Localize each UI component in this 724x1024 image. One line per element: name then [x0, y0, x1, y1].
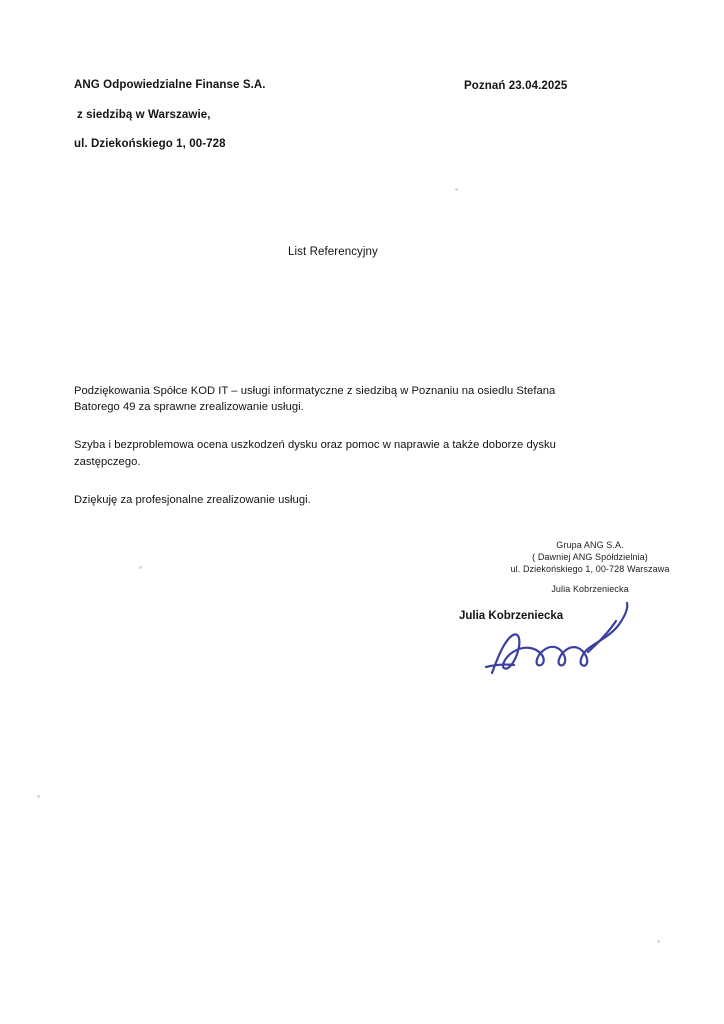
body-paragraph-3: Dziękuję za profesjonalne zrealizowanie usługi.	[74, 493, 311, 506]
stamp-line-3: ul. Dziekońskiego 1, 00-728 Warszawa	[510, 564, 670, 575]
letterhead-block	[74, 80, 454, 169]
body-paragraph-1: Podziękowania Spółce KOD IT – usługi informatyczne z siedzibą w Poznaniu na osiedlu Stefana Batorego 49 za sprawne zrealizowanie usługi.	[74, 385, 556, 414]
letterhead-line-company: ANG Odpowiedzialne Finanse S.A.	[74, 79, 266, 91]
scan-speckle	[139, 566, 142, 569]
stamp-line-1: Grupa ANG S.A.	[556, 540, 624, 550]
stamp-line-2: ( Dawniej ANG Spółdzielnia)	[532, 552, 648, 563]
letterhead-line-seat: z siedzibą w Warszawie,	[77, 108, 211, 121]
letter-body	[74, 383, 594, 530]
body-paragraph-2: Szyba i bezproblemowa ocena uszkodzeń dysku oraz pomoc w naprawie a także doborze dysku zastępczego.	[74, 439, 556, 468]
scan-speckle	[455, 188, 458, 191]
scan-speckle	[657, 940, 660, 943]
letterhead-line-address: ul. Dziekońskiego 1, 00-728	[74, 138, 226, 150]
stamp-signer-name: Julia Kobrzeniecka	[551, 584, 629, 595]
document-title: List Referencyjny	[288, 246, 378, 258]
company-stamp	[500, 539, 680, 596]
place-and-date: Poznań 23.04.2025	[464, 80, 568, 92]
scan-speckle	[37, 795, 40, 798]
signer-printed-name: Julia Kobrzeniecka	[459, 610, 564, 622]
